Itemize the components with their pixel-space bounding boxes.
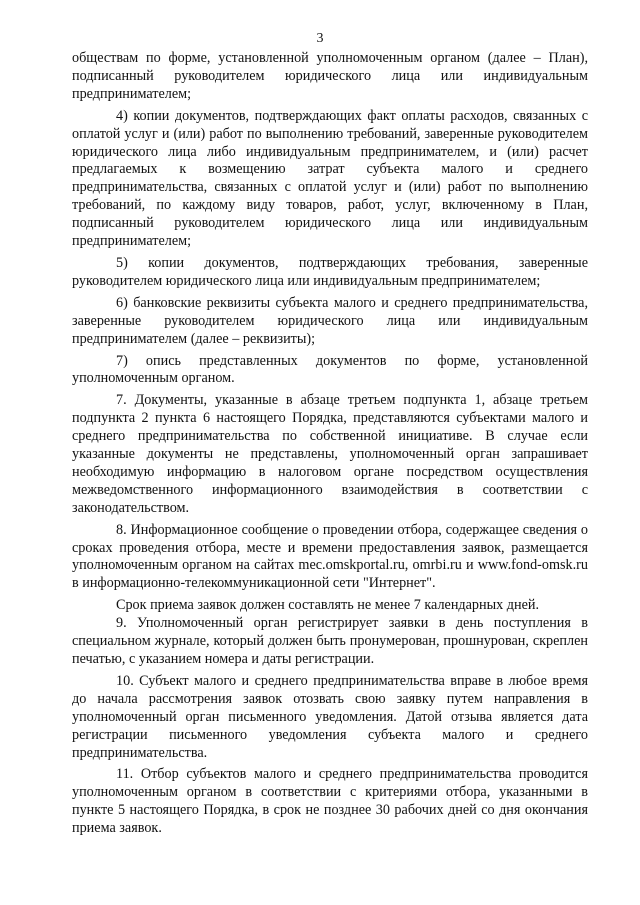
paragraph-item-5: 5) копии документов, подтверждающих требования, заверенные руководителем юридического лица или индивидуальным предпринимателем; [72,254,588,289]
paragraph-point-10: 10. Субъект малого и среднего предпринимательства вправе в любое время до начала рассмотрения заявок отозвать свою заявку путем направления в уполномоченный орган письменного уведомления. Датой отзыва является дата регистрации письменного уведомления субъекта малого и среднего предпринимательства. [72,672,588,761]
paragraph-point-7: 7. Документы, указанные в абзаце третьем подпункта 1, абзаце третьем подпункта 2 пункта 6 настоящего Порядка, представляются субъектами малого и среднего предпринимательства по собственной инициативе. В случае если указанные документы не представлены, уполномоченный орган запрашивает необходимую информацию в налоговом органе посредством осуществления межведомственного информационного взаимодействия в соответствии с законодательством. [72,392,588,516]
paragraph-point-9: 9. Уполномоченный орган регистрирует заявки в день поступления в специальном журнале, который должен быть пронумерован, прошнурован, скреплен печатью, с указанием номера и даты регистрации. [72,615,588,667]
document-body [72,50,588,838]
paragraph-point-11: 11. Отбор субъектов малого и среднего предпринимательства проводится уполномоченным органом в соответствии с критериями отбора, указанными в пункте 5 настоящего Порядка, в срок не позднее 30 рабочих дней со дня окончания приема заявок. [72,766,588,837]
paragraph-item-7: 7) опись представленных документов по форме, установленной уполномоченным органом. [72,352,588,387]
paragraph-item-4: 4) копии документов, подтверждающих факт оплаты расходов, связанных с оплатой услуг и (или) работ по выполнению требований, заверенные руководителем юридического лица либо индивидуальным предпринимателем, и (или) расчет предлагаемых к возмещению затрат субъекта малого и среднего предпринимательства, связанных с оплатой услуг и (или) работ по выполнению требований, по каждому виду товаров, работ, услуг, включенному в План, подписанный руководителем юридического лица или индивидуальным предпринимателем; [72,107,588,250]
paragraph-item-6: 6) банковские реквизиты субъекта малого и среднего предпринимательства, заверенные руководителем юридического лица или индивидуальным предпринимателем (далее – реквизиты); [72,294,588,347]
page-number: 3 [316,31,324,46]
paragraph-continuation: обществам по форме, установленной уполномоченным органом (далее – План), подписанный руководителем юридического лица или индивидуальным предпринимателем; [72,50,588,102]
paragraph-point-8: 8. Информационное сообщение о проведении отбора, содержащее сведения о сроках проведения отбора, месте и времени предоставления заявок, размещается уполномоченным органом на сайтах mec.omskportal.ru, omrbi.ru и www.fond-omsk.ru в информационно-телекоммуникационной сети "Интернет". [72,521,588,592]
paragraph-deadline: Срок приема заявок должен составлять не менее 7 календарных дней. [116,597,540,614]
